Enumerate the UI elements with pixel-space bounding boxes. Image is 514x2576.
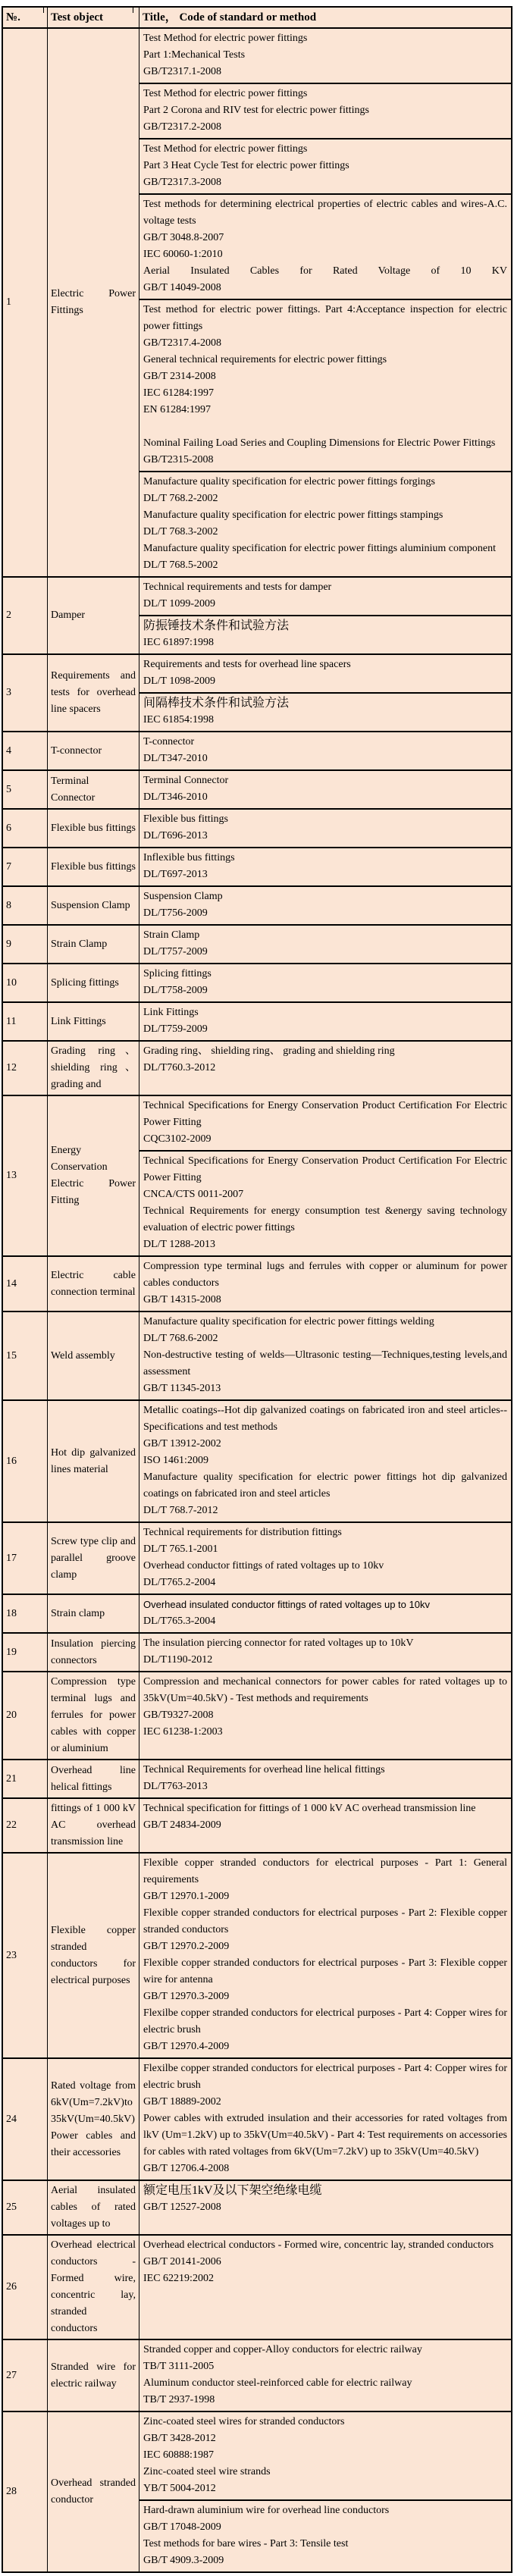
table-row bbox=[2, 1400, 512, 1522]
standard-line: Metallic coatings--Hot dip galvanized coatings on fabricated iron and steel articles--Specifications and test methods bbox=[143, 1405, 507, 1433]
standards-cell bbox=[139, 577, 512, 654]
test-object-cell: fittings of 1 000 kV AC overhead transmission line bbox=[48, 1798, 139, 1853]
standard-line: GB/T 12970.1-2009 bbox=[143, 1891, 230, 1902]
standard-line: Overhead electrical conductors - Formed wire, concentric lay, stranded conductors bbox=[143, 2239, 494, 2251]
standard-line: Non-destructive testing of welds—Ultrasonic testing—Techniques,testing levels,and assessment bbox=[143, 1349, 507, 1377]
test-object-cell: Flexible copper stranded conductors for electrical purposes bbox=[48, 1853, 139, 2058]
standards-cell bbox=[139, 1041, 512, 1095]
table-row bbox=[2, 1760, 512, 1798]
standards-cell bbox=[139, 1798, 512, 1853]
standards-cell bbox=[139, 2058, 512, 2180]
standard-line: IEC 60888:1987 bbox=[143, 2449, 214, 2461]
row-number-cell: 5 bbox=[2, 770, 48, 809]
table-row bbox=[2, 1672, 512, 1760]
standard-line: Test methods for determining electrical properties of electric cables and wires-A.C. voltage tests bbox=[143, 199, 507, 227]
test-object-cell: Electric Power Fittings bbox=[48, 28, 139, 577]
standard-line: GB/T 12970.2-2009 bbox=[143, 1941, 230, 1952]
table-row bbox=[2, 1633, 512, 1672]
standard-line: Flexible bus fittings bbox=[143, 813, 228, 825]
standards-cell bbox=[139, 1853, 512, 2058]
standards-cell bbox=[139, 654, 512, 732]
standard-line: Terminal Connector bbox=[143, 775, 229, 786]
standard-line: DL/T 768.7-2012 bbox=[143, 1505, 218, 1516]
standard-line: DL/T760.3-2012 bbox=[143, 1062, 216, 1073]
table-row bbox=[2, 1041, 512, 1095]
standard-line: Technical requirements for distribution fittings bbox=[143, 1527, 342, 1538]
standard-line: GB/T 2314-2008 bbox=[143, 371, 216, 382]
standards-cell bbox=[139, 1760, 512, 1798]
standard-line: Technical Requirements for energy consumption test &energy saving technology evaluation of electric power fittings bbox=[143, 1205, 507, 1233]
row-number-cell: 7 bbox=[2, 848, 48, 886]
standard-line: Link Fittings bbox=[143, 1007, 199, 1018]
row-number-cell: 6 bbox=[2, 809, 48, 848]
standard-line: Inflexible bus fittings bbox=[143, 852, 235, 863]
test-object-cell: Compression type terminal lugs and ferrules for power cables with copper or aluminium bbox=[48, 1672, 139, 1760]
row-number-cell: 11 bbox=[2, 1002, 48, 1041]
row-number-cell: 15 bbox=[2, 1312, 48, 1400]
standard-line: DL/T346-2010 bbox=[143, 791, 208, 803]
standard-subcell bbox=[139, 732, 511, 769]
test-object-cell: Flexible bus fittings bbox=[48, 809, 139, 848]
table-row bbox=[2, 1002, 512, 1041]
standard-line: Power cables with extruded insulation and their accessories for rated voltages from lkV (Um=1.2kV) up to 35kV(Um=40.5kV) - Part 4: Test requirements on accessories for cables with rated voltages from 6kV(Um=7.2kV) up to 35kV(Um=40.5kV) bbox=[143, 2113, 507, 2158]
standard-subcell bbox=[139, 615, 511, 653]
test-object-cell: Hot dip galvanized lines material bbox=[48, 1400, 139, 1522]
standards-cell bbox=[139, 809, 512, 848]
standards-cell bbox=[139, 1672, 512, 1760]
standard-line: Flexilbe copper stranded conductors for electrical purposes - Part 4: Copper wires for electric brush bbox=[143, 2007, 507, 2035]
row-number-cell: 19 bbox=[2, 1633, 48, 1672]
table-row bbox=[2, 2339, 512, 2411]
standard-line: Technical Specifications for Energy Conservation Product Certification For Electric Power Fitting bbox=[143, 1155, 507, 1183]
standard-line: Aerial Insulated Cables for Rated Voltage of 10 KV bbox=[143, 265, 507, 277]
row-number-cell: 12 bbox=[2, 1041, 48, 1095]
row-number-cell: 20 bbox=[2, 1672, 48, 1760]
table-row bbox=[2, 2058, 512, 2180]
standard-line: Technical requirements and tests for damper bbox=[143, 581, 332, 593]
standard-subcell bbox=[139, 299, 511, 471]
test-object-cell: Insulation piercing connectors bbox=[48, 1633, 139, 1672]
standard-line: CQC3102-2009 bbox=[143, 1133, 212, 1145]
standard-subcell bbox=[139, 2059, 511, 2180]
standard-line: DL/T696-2013 bbox=[143, 830, 208, 841]
standard-line: TB/T 2937-1998 bbox=[143, 2394, 215, 2405]
row-number-cell: 16 bbox=[2, 1400, 48, 1522]
standard-subcell bbox=[139, 655, 511, 692]
test-object-cell: Terminal Connector bbox=[48, 770, 139, 809]
test-object-cell: Flexible bus fittings bbox=[48, 848, 139, 886]
standard-line: Requirements and tests for overhead line spacers bbox=[143, 659, 351, 670]
standard-line: DL/T347-2010 bbox=[143, 753, 208, 764]
row-number-cell: 22 bbox=[2, 1798, 48, 1853]
row-number-cell: 10 bbox=[2, 964, 48, 1002]
standard-line: The insulation piercing connector for rated voltages up to 10kV bbox=[143, 1637, 414, 1649]
table-row bbox=[2, 2411, 512, 2572]
standards-cell bbox=[139, 1522, 512, 1594]
standard-line: GB/T9327-2008 bbox=[143, 1709, 214, 1721]
standard-line: Hard-drawn aluminium wire for overhead line conductors bbox=[143, 2505, 390, 2516]
standards-cell bbox=[139, 925, 512, 964]
standard-line: DL/T 765.1-2001 bbox=[143, 1543, 218, 1555]
standard-line: Test Method for electric power fittings bbox=[143, 33, 308, 44]
test-object-cell: Rated voltage from 6kV(Um=7.2kV)to 35kV(Um=40.5kV) Power cables and their accessories bbox=[48, 2058, 139, 2180]
table-row bbox=[2, 925, 512, 964]
standard-line: GB/T 4909.3-2009 bbox=[143, 2555, 224, 2566]
standard-subcell bbox=[139, 1523, 511, 1594]
standard-line: GB/T 12970.4-2009 bbox=[143, 2041, 230, 2052]
row-number-cell: 14 bbox=[2, 1256, 48, 1312]
standards-cell bbox=[139, 2180, 512, 2235]
table-row bbox=[2, 1594, 512, 1633]
standards-cell bbox=[139, 1002, 512, 1041]
standard-line: DL/T 1099-2009 bbox=[143, 598, 216, 610]
standard-line: Technical specification for fittings of 1 000 kV AC overhead transmission line bbox=[143, 1803, 476, 1814]
standard-line: EN 61284:1997 bbox=[143, 404, 212, 415]
table-row bbox=[2, 770, 512, 809]
standards-cell bbox=[139, 1256, 512, 1312]
standard-subcell bbox=[139, 1760, 511, 1797]
document-page bbox=[0, 6, 514, 2573]
test-object-cell: Overhead line helical fittings bbox=[48, 1760, 139, 1798]
header-test-object-cell: Test object bbox=[48, 7, 139, 28]
table-row bbox=[2, 848, 512, 886]
standard-line bbox=[143, 418, 507, 435]
standard-line: Stranded copper and copper-Alloy conductors for electric railway bbox=[143, 2344, 422, 2355]
standard-line: Test methods for bare wires - Part 3: Tensile test bbox=[143, 2538, 349, 2549]
table-row bbox=[2, 28, 512, 577]
standard-line: Splicing fittings bbox=[143, 968, 212, 979]
standard-line: GB/T 12527-2008 bbox=[143, 2202, 221, 2213]
standard-subcell bbox=[139, 83, 511, 138]
standard-line: DL/T758-2009 bbox=[143, 985, 208, 996]
test-object-cell: Suspension Clamp bbox=[48, 886, 139, 925]
standard-line: IEC 61897:1998 bbox=[143, 637, 214, 648]
standards-cell bbox=[139, 886, 512, 925]
standard-line: DL/T759-2009 bbox=[143, 1023, 208, 1035]
table-row bbox=[2, 2235, 512, 2339]
standard-line: Compression type terminal lugs and ferrules with copper or aluminum for power cables conductors bbox=[143, 1261, 507, 1289]
standard-subcell bbox=[139, 1854, 511, 2057]
standard-subcell bbox=[139, 193, 511, 299]
standard-subcell bbox=[139, 138, 511, 193]
table-row bbox=[2, 1312, 512, 1400]
standard-subcell bbox=[139, 1401, 511, 1521]
table-header bbox=[2, 7, 512, 28]
standard-line: Technical Requirements for overhead line helical fittings bbox=[143, 1764, 385, 1775]
standard-subcell bbox=[139, 2236, 511, 2289]
row-number-cell: 21 bbox=[2, 1760, 48, 1798]
standards-cell bbox=[139, 1400, 512, 1522]
standard-subcell bbox=[139, 692, 511, 731]
standard-line: GB/T 3428-2012 bbox=[143, 2433, 216, 2444]
standard-line: Suspension Clamp bbox=[143, 891, 223, 902]
standard-line: DL/T763-2013 bbox=[143, 1781, 208, 1792]
table-row bbox=[2, 2180, 512, 2235]
row-number-cell: 2 bbox=[2, 577, 48, 654]
standard-line: Part 2 Corona and RIV test for electric power fittings bbox=[143, 105, 369, 116]
standard-line: 防振锤技术条件和试验方法 bbox=[143, 619, 290, 632]
standard-line: DL/T697-2013 bbox=[143, 869, 208, 880]
table-row bbox=[2, 964, 512, 1002]
header-title-cell: Title， Code of standard or method bbox=[139, 7, 512, 28]
standard-line: Flexible copper stranded conductors for electrical purposes - Part 2: Flexible copper stranded conductors bbox=[143, 1907, 507, 1935]
standard-line: 间隔棒技术条件和试验方法 bbox=[143, 697, 290, 710]
test-object-cell: Link Fittings bbox=[48, 1002, 139, 1041]
row-number-cell: 24 bbox=[2, 2058, 48, 2180]
standard-line: YB/T 5004-2012 bbox=[143, 2483, 216, 2494]
standard-line: GB/T2317.1-2008 bbox=[143, 66, 222, 77]
row-number-cell: 18 bbox=[2, 1594, 48, 1633]
standard-line: Flexilbe copper stranded conductors for electrical purposes - Part 4: Copper wires for electric brush bbox=[143, 2063, 507, 2091]
standard-line: Manufacture quality specification for electric power fittings forgings bbox=[143, 476, 435, 487]
standard-subcell bbox=[139, 771, 511, 808]
test-object-cell: T-connector bbox=[48, 732, 139, 770]
row-number-cell: 1 bbox=[2, 28, 48, 577]
test-object-cell: Electric cable connection terminal bbox=[48, 1256, 139, 1312]
standard-line: Manufacture quality specification for electric power fittings stampings bbox=[143, 509, 443, 521]
standard-subcell bbox=[139, 2340, 511, 2411]
standards-cell bbox=[139, 964, 512, 1002]
table-row bbox=[2, 1853, 512, 2058]
standard-line: GB/T 3048.8-2007 bbox=[143, 232, 224, 243]
standard-line: GB/T 17048-2009 bbox=[143, 2521, 221, 2533]
standard-line: T-connector bbox=[143, 736, 195, 747]
test-object-cell: Splicing fittings bbox=[48, 964, 139, 1002]
standard-line: GB/T 14049-2008 bbox=[143, 282, 221, 293]
standard-line: Manufacture quality specification for electric power fittings welding bbox=[143, 1316, 434, 1327]
standard-subcell bbox=[139, 2412, 511, 2499]
standard-line: IEC 61284:1997 bbox=[143, 387, 214, 399]
standard-line: DL/T765.2-2004 bbox=[143, 1577, 216, 1588]
row-number-cell: 27 bbox=[2, 2339, 48, 2411]
standards-cell bbox=[139, 2235, 512, 2339]
standard-line: DL/T 1098-2009 bbox=[143, 675, 216, 687]
standard-line: IEC 62219:2002 bbox=[143, 2273, 214, 2284]
row-number-cell: 26 bbox=[2, 2235, 48, 2339]
standard-line: Grading ring、 shielding ring、 grading and shielding ring bbox=[143, 1045, 395, 1057]
test-object-cell: Overhead electrical conductors - Formed wire, concentric lay, stranded conductors bbox=[48, 2235, 139, 2339]
standard-line: DL/T 768.6-2002 bbox=[143, 1333, 218, 1344]
standard-line: Test Method for electric power fittings bbox=[143, 88, 308, 99]
header-number-cell: №. bbox=[2, 7, 48, 28]
row-number-cell: 25 bbox=[2, 2180, 48, 2235]
table-row bbox=[2, 1522, 512, 1594]
row-number-cell: 13 bbox=[2, 1095, 48, 1256]
standard-subcell bbox=[139, 1150, 511, 1255]
standard-line: IEC 61854:1998 bbox=[143, 714, 214, 725]
standards-cell bbox=[139, 1095, 512, 1256]
test-object-cell: Strain Clamp bbox=[48, 925, 139, 964]
test-object-cell: Grading ring、 shielding ring、 grading and bbox=[48, 1041, 139, 1095]
standard-line: DL/T 768.5-2002 bbox=[143, 559, 218, 571]
standard-line: Aluminum conductor steel-reinforced cable for electric railway bbox=[143, 2377, 412, 2389]
standard-subcell bbox=[139, 1003, 511, 1040]
standard-line: GB/T2317.3-2008 bbox=[143, 177, 222, 188]
standard-line: IEC 61238-1:2003 bbox=[143, 1726, 223, 1738]
standard-line: Manufacture quality specification for electric power fittings hot dip galvanized coatings on fabricated iron and steel articles bbox=[143, 1471, 507, 1500]
standard-line: Flexible copper stranded conductors for electrical purposes - Part 3: Flexible copper wire for antenna bbox=[143, 1957, 507, 1985]
standard-line: GB/T 14315-2008 bbox=[143, 1294, 221, 1305]
standard-line: Zinc-coated steel wire strands bbox=[143, 2466, 271, 2477]
standard-line: Test method for electric power fittings. Part 4:Acceptance inspection for electric power fittings bbox=[143, 304, 507, 332]
row-number-cell: 3 bbox=[2, 654, 48, 732]
standard-line: Part 3 Heat Cycle Test for electric power fittings bbox=[143, 160, 349, 171]
test-object-cell: Overhead stranded conductor bbox=[48, 2411, 139, 2572]
standard-subcell bbox=[139, 1312, 511, 1399]
standard-line: Strain Clamp bbox=[143, 929, 200, 941]
row-number-cell: 28 bbox=[2, 2411, 48, 2572]
standard-subcell bbox=[139, 1595, 511, 1632]
standard-line: Manufacture quality specification for electric power fittings aluminium component bbox=[143, 543, 496, 554]
test-object-cell: Weld assembly bbox=[48, 1312, 139, 1400]
standards-cell bbox=[139, 1594, 512, 1633]
standard-line: Overhead conductor fittings of rated voltages up to 10kv bbox=[143, 1560, 384, 1572]
standard-line: GB/T 18889-2002 bbox=[143, 2096, 221, 2107]
table-row bbox=[2, 654, 512, 732]
standard-line: DL/T765.3-2004 bbox=[143, 1615, 216, 1627]
row-number-cell: 17 bbox=[2, 1522, 48, 1594]
standard-line: GB/T 11345-2013 bbox=[143, 1383, 221, 1394]
standards-cell bbox=[139, 28, 512, 577]
standard-subcell bbox=[139, 1096, 511, 1150]
standards-cell bbox=[139, 2411, 512, 2572]
table-row bbox=[2, 809, 512, 848]
standard-subcell bbox=[139, 578, 511, 615]
table-row bbox=[2, 1798, 512, 1853]
standard-line: GB/T 12706.4-2008 bbox=[143, 2163, 230, 2174]
standard-subcell bbox=[139, 964, 511, 1001]
standard-subcell bbox=[139, 2499, 511, 2571]
standards-cell bbox=[139, 770, 512, 809]
test-object-cell: Requirements and tests for overhead line spacers bbox=[48, 654, 139, 732]
standard-line: DL/T 768.2-2002 bbox=[143, 493, 218, 504]
standard-line: ISO 1461:2009 bbox=[143, 1455, 208, 1466]
test-object-cell: Screw type clip and parallel groove clamp bbox=[48, 1522, 139, 1594]
standard-subcell bbox=[139, 1257, 511, 1311]
table-body bbox=[2, 28, 512, 2572]
standard-line: DL/T 1288-2013 bbox=[143, 1239, 216, 1250]
standard-line: 额定电压1kV及以下架空绝缘电缆 bbox=[143, 2184, 322, 2197]
standard-line: DL/T756-2009 bbox=[143, 907, 208, 919]
row-number-cell: 8 bbox=[2, 886, 48, 925]
standard-subcell bbox=[139, 926, 511, 963]
table-row bbox=[2, 1256, 512, 1312]
row-number-cell: 23 bbox=[2, 1853, 48, 2058]
table-row bbox=[2, 1095, 512, 1256]
standards-cell bbox=[139, 848, 512, 886]
table-row bbox=[2, 886, 512, 925]
test-object-cell: Damper bbox=[48, 577, 139, 654]
standard-line: GB/T2317.4-2008 bbox=[143, 337, 222, 349]
standard-line: Test Method for electric power fittings bbox=[143, 143, 308, 155]
standard-line: General technical requirements for electric power fittings bbox=[143, 354, 387, 365]
standard-line: GB/T 20141-2006 bbox=[143, 2256, 221, 2267]
standards-cell bbox=[139, 2339, 512, 2411]
standard-line: GB/T 24834-2009 bbox=[143, 1819, 221, 1831]
standard-subcell bbox=[139, 887, 511, 924]
table-row bbox=[2, 732, 512, 770]
table-edge-stub bbox=[43, 6, 44, 13]
standard-subcell bbox=[139, 1634, 511, 1671]
standard-line: IEC 60060-1:2010 bbox=[143, 249, 223, 260]
standard-line: CNCA/CTS 0011-2007 bbox=[143, 1189, 244, 1200]
standard-line: Part 1:Mechanical Tests bbox=[143, 49, 246, 61]
standard-subcell bbox=[139, 1799, 511, 1836]
standard-line: Technical Specifications for Energy Conservation Product Certification For Electric Power Fitting bbox=[143, 1100, 507, 1128]
test-object-cell: Aerial insulated cables of rated voltages up to bbox=[48, 2180, 139, 2235]
standard-line: GB/T 12970.3-2009 bbox=[143, 1991, 230, 2002]
standard-line: TB/T 3111-2005 bbox=[143, 2361, 215, 2372]
standard-subcell bbox=[139, 1042, 511, 1079]
standard-line: DL/T1190-2012 bbox=[143, 1654, 213, 1666]
standard-subcell bbox=[139, 29, 511, 83]
row-number-cell: 9 bbox=[2, 925, 48, 964]
standard-subcell bbox=[139, 1672, 511, 1743]
standard-line: GB/T2317.2-2008 bbox=[143, 121, 222, 133]
standard-line: Overhead insulated conductor fittings of rated voltages up to 10kv bbox=[143, 1599, 430, 1610]
standard-line: GB/T2315-2008 bbox=[143, 454, 214, 465]
standard-line: DL/T 768.3-2002 bbox=[143, 526, 218, 537]
test-object-cell: Energy Conservation Electric Power Fitting bbox=[48, 1095, 139, 1256]
standard-line: Nominal Failing Load Series and Coupling Dimensions for Electric Power Fittings bbox=[143, 437, 496, 449]
table-row bbox=[2, 577, 512, 654]
test-object-cell: Strain clamp bbox=[48, 1594, 139, 1633]
test-object-cell: Stranded wire for electric railway bbox=[48, 2339, 139, 2411]
standard-line: Flexible copper stranded conductors for electrical purposes - Part 1: General requirements bbox=[143, 1857, 507, 1885]
standard-line: GB/T 13912-2002 bbox=[143, 1438, 221, 1449]
table-edge-stub bbox=[511, 6, 512, 13]
standards-table bbox=[2, 6, 512, 2573]
standards-cell bbox=[139, 732, 512, 770]
standard-line: Compression and mechanical connectors for power cables for rated voltages up to 35kV(Um=40.5kV) - Test methods and requirements bbox=[143, 1676, 507, 1704]
standards-cell bbox=[139, 1633, 512, 1672]
standard-line: Zinc-coated steel wires for stranded conductors bbox=[143, 2416, 345, 2427]
standard-subcell bbox=[139, 2181, 511, 2218]
standard-subcell bbox=[139, 848, 511, 885]
standards-cell bbox=[139, 1312, 512, 1400]
row-number-cell: 4 bbox=[2, 732, 48, 770]
standard-subcell bbox=[139, 471, 511, 576]
header-row bbox=[2, 7, 512, 28]
standard-line: DL/T757-2009 bbox=[143, 946, 208, 957]
standard-subcell bbox=[139, 810, 511, 847]
